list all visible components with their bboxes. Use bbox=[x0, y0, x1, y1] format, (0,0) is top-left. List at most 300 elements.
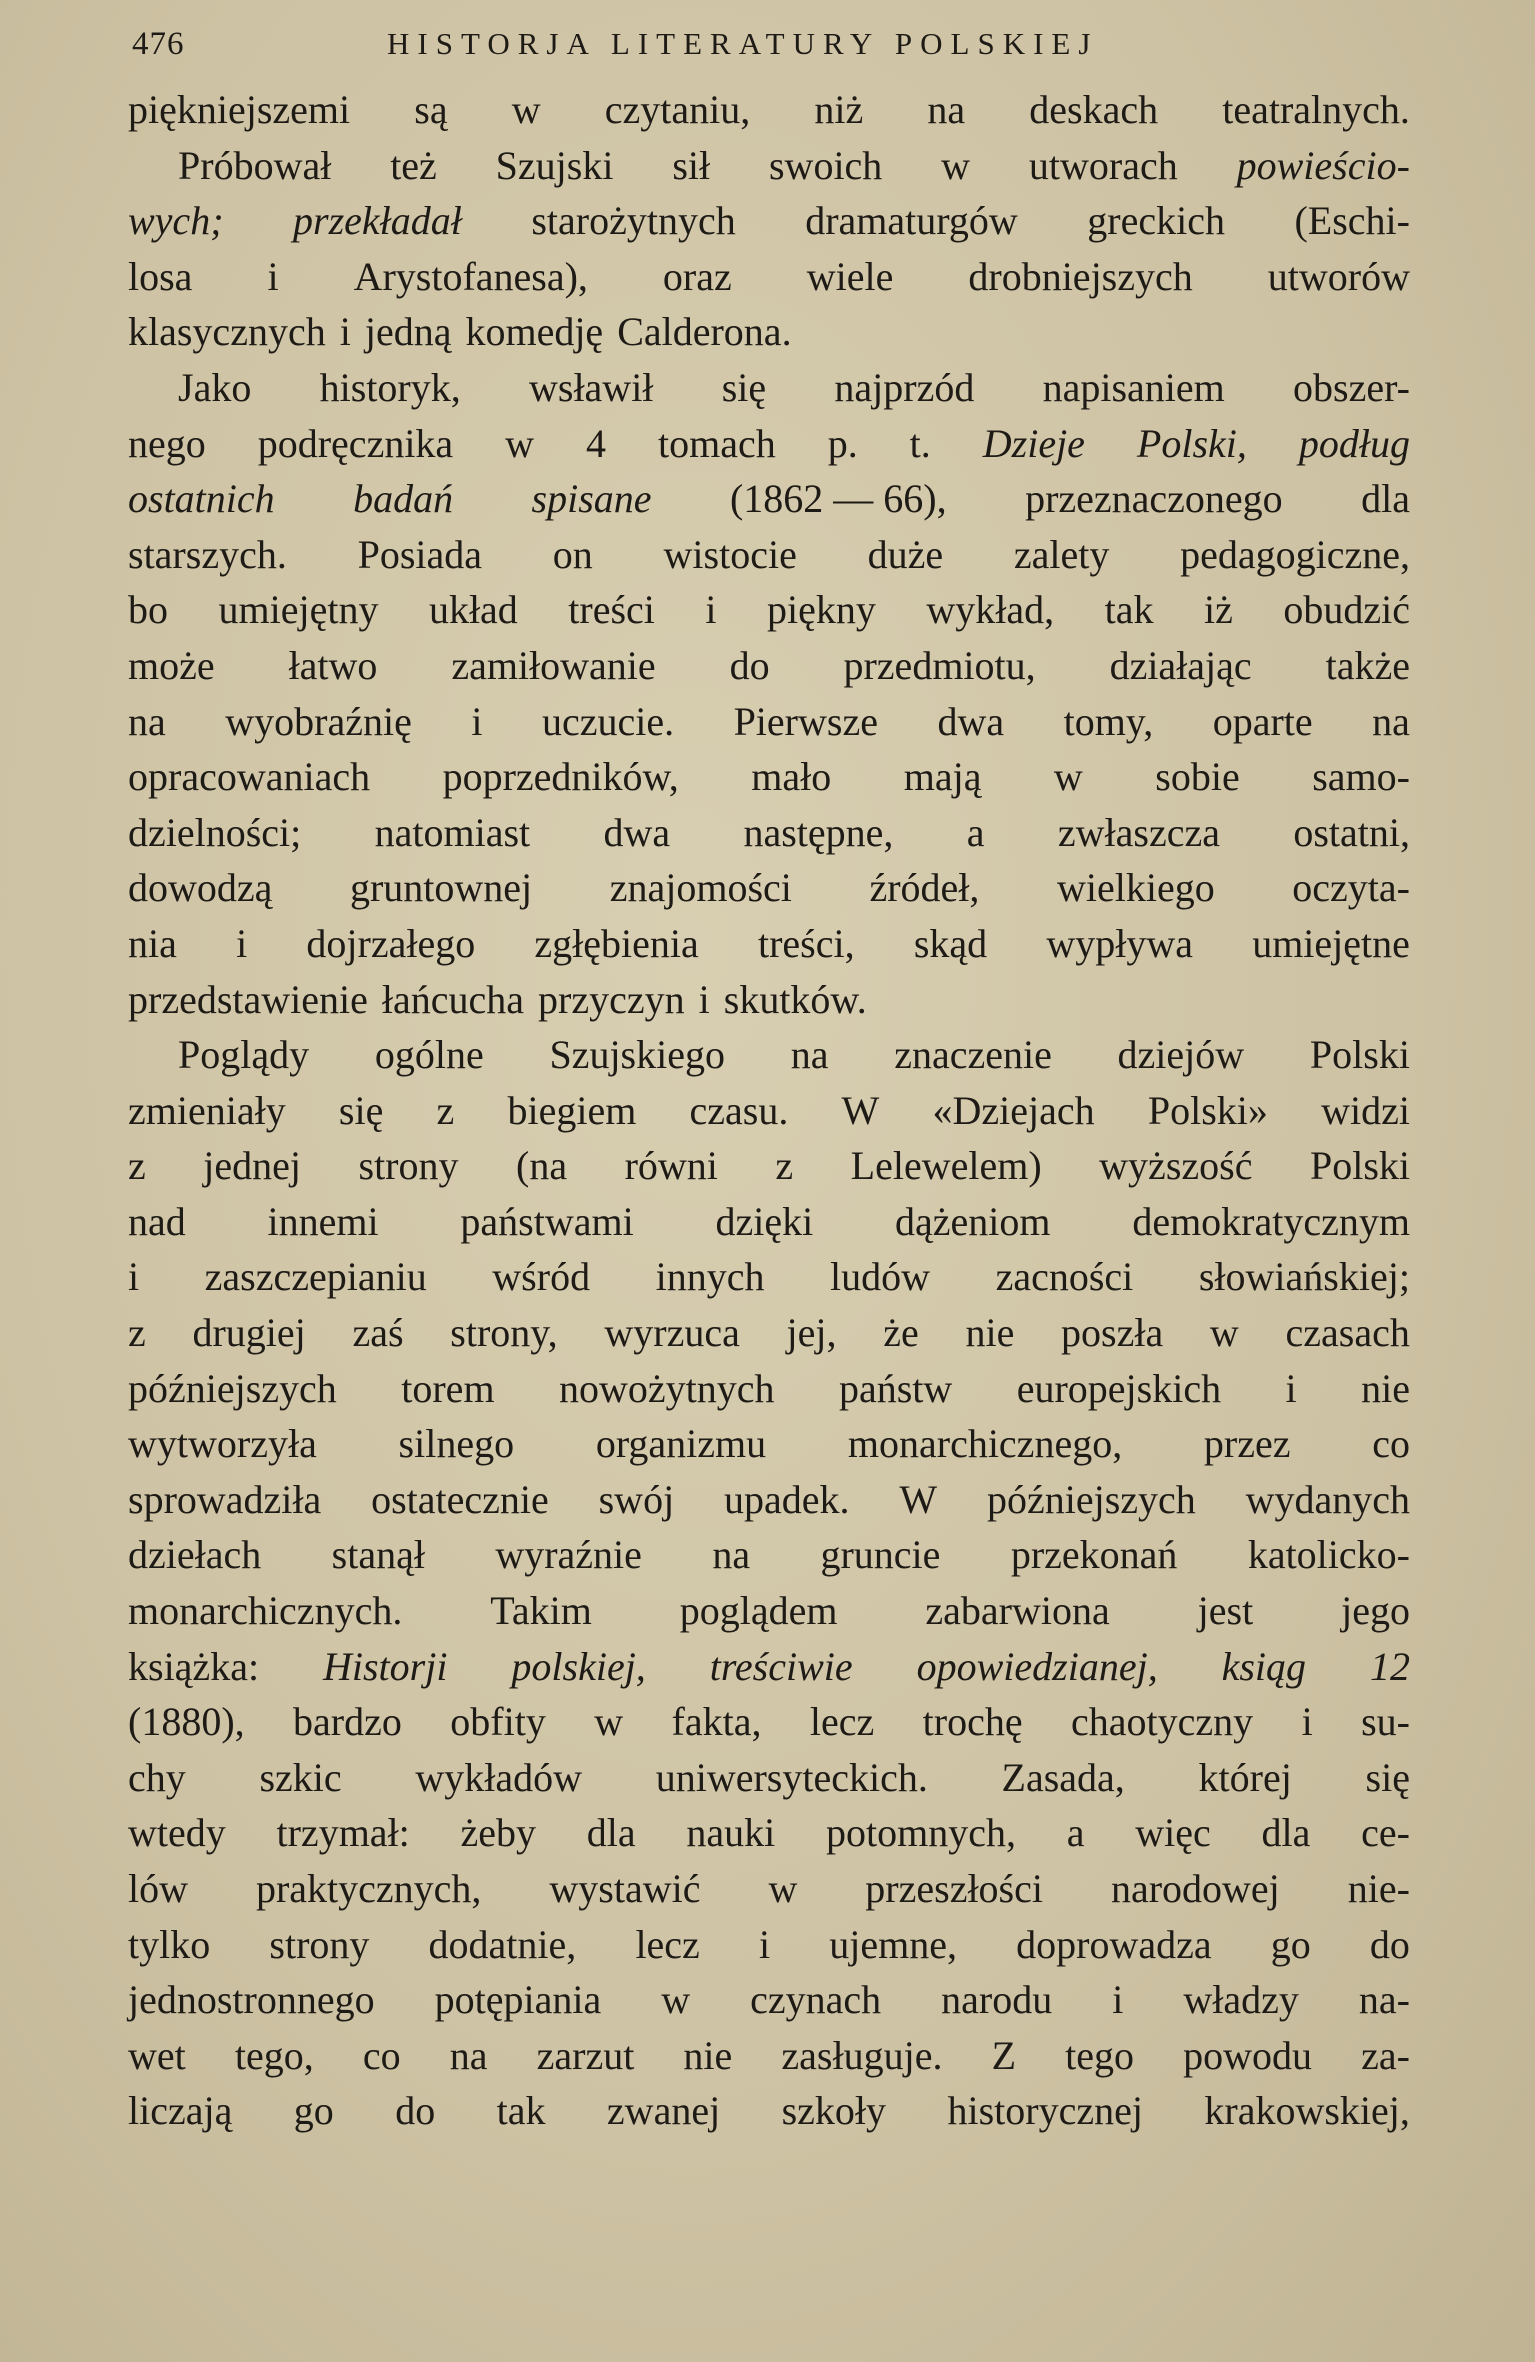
word: wydanych bbox=[1245, 1476, 1410, 1522]
word: późniejszych bbox=[986, 1476, 1196, 1522]
word: źródeł, bbox=[869, 865, 980, 911]
word: starszych. bbox=[128, 531, 287, 577]
word: słowiańskiej; bbox=[1198, 1254, 1410, 1300]
word: potomnych, bbox=[825, 1810, 1016, 1856]
word: w bbox=[941, 142, 971, 188]
word: w bbox=[1053, 754, 1083, 800]
body-text bbox=[128, 82, 1410, 2139]
text-line bbox=[128, 1472, 1410, 1528]
word: przez bbox=[1203, 1421, 1291, 1467]
word: w bbox=[505, 420, 535, 466]
word: i bbox=[128, 1254, 140, 1300]
text-line bbox=[128, 916, 1410, 972]
word: i bbox=[471, 698, 483, 744]
word: i bbox=[267, 253, 279, 299]
word: poglądem bbox=[679, 1588, 838, 1634]
word: oparte bbox=[1212, 698, 1313, 744]
running-title: HISTORJA LITERATURY POLSKIEJ bbox=[387, 26, 1099, 61]
word: nie bbox=[965, 1310, 1015, 1356]
word: powodu bbox=[1183, 2032, 1312, 2078]
word: stanął bbox=[331, 1532, 425, 1578]
word: historycznej bbox=[947, 2088, 1143, 2134]
word: natomiast bbox=[374, 809, 531, 855]
word: su- bbox=[1361, 1699, 1410, 1745]
word: napisaniem bbox=[1042, 364, 1225, 410]
word: innemi bbox=[267, 1198, 379, 1244]
word: a bbox=[966, 809, 985, 855]
word: wtedy bbox=[128, 1810, 226, 1856]
word: Próbował bbox=[178, 142, 332, 188]
word: historyk, bbox=[319, 364, 461, 410]
word: tego, bbox=[234, 2032, 314, 2078]
word: tylko bbox=[128, 1921, 211, 1967]
text-line bbox=[128, 1750, 1410, 1806]
word: zalety bbox=[1013, 531, 1110, 577]
word: nie bbox=[683, 2032, 733, 2078]
word: na bbox=[1372, 698, 1410, 744]
text-line bbox=[128, 193, 1410, 249]
word: co bbox=[1372, 1421, 1410, 1467]
word: nie bbox=[1361, 1365, 1410, 1411]
word: wet bbox=[128, 2032, 186, 2078]
word: zarzut bbox=[536, 2032, 635, 2078]
word: oczyta- bbox=[1292, 865, 1410, 911]
word: z bbox=[436, 1087, 455, 1133]
word: wyobraźnię bbox=[225, 698, 412, 744]
italic-word: ostatnich bbox=[128, 476, 275, 522]
word: łatwo bbox=[288, 642, 378, 688]
text-line bbox=[128, 582, 1410, 638]
italic-word: polskiej, bbox=[511, 1643, 646, 1689]
italic-word: opowiedzianej, bbox=[916, 1643, 1158, 1689]
word: europejskich bbox=[1016, 1365, 1222, 1411]
word: ujemne, bbox=[829, 1921, 957, 1967]
word: katolicko- bbox=[1247, 1532, 1410, 1578]
word: przekonań bbox=[1010, 1532, 1178, 1578]
word: na bbox=[927, 87, 966, 132]
italic-word: podług bbox=[1298, 420, 1410, 466]
italic-word: ksiąg bbox=[1221, 1643, 1307, 1689]
word: duże bbox=[867, 531, 944, 577]
text-line bbox=[128, 1083, 1410, 1139]
word: samo- bbox=[1312, 754, 1410, 800]
text-line bbox=[128, 2028, 1410, 2084]
italic-word: Polski, bbox=[1136, 420, 1247, 466]
word: iż bbox=[1203, 587, 1233, 633]
text-line bbox=[128, 138, 1410, 194]
word: ce- bbox=[1361, 1810, 1410, 1856]
word: trochę bbox=[922, 1699, 1023, 1745]
word: drobniejszych bbox=[968, 253, 1193, 299]
word: przeszłości bbox=[865, 1866, 1043, 1911]
word: szkoły bbox=[781, 2088, 887, 2134]
word: wyższość bbox=[1099, 1143, 1253, 1189]
word: jest bbox=[1197, 1588, 1254, 1634]
word: sił bbox=[672, 142, 711, 188]
word: z bbox=[128, 1310, 146, 1356]
word: Jako bbox=[178, 364, 252, 410]
word: bo bbox=[128, 587, 168, 633]
word: na bbox=[449, 2032, 488, 2078]
text-line bbox=[128, 805, 1410, 861]
word: z bbox=[775, 1143, 794, 1189]
word: wiele bbox=[806, 253, 894, 299]
word: dodatnie, bbox=[428, 1921, 577, 1967]
italic-word: Historji bbox=[322, 1643, 448, 1689]
word: narodowej bbox=[1110, 1866, 1280, 1911]
word: równi bbox=[624, 1143, 718, 1189]
word: liczają bbox=[128, 2088, 233, 2134]
text-line bbox=[128, 1972, 1410, 2028]
word: i bbox=[758, 1921, 771, 1967]
word: Polski bbox=[1309, 1143, 1410, 1189]
word: może bbox=[128, 642, 215, 688]
word: oraz bbox=[662, 253, 732, 299]
word: (1880), bbox=[128, 1699, 245, 1745]
word: krakowskiej, bbox=[1204, 2088, 1410, 2134]
word: gruntownej bbox=[349, 865, 533, 911]
word: czasu. bbox=[689, 1087, 789, 1133]
word: znajomości bbox=[609, 865, 792, 911]
text-line bbox=[128, 1805, 1410, 1861]
word: on bbox=[552, 531, 593, 577]
text-line bbox=[128, 694, 1410, 750]
word: zwanej bbox=[606, 2088, 721, 2134]
word: nie- bbox=[1347, 1866, 1410, 1911]
word: w bbox=[661, 1977, 691, 2023]
word: i bbox=[1285, 1365, 1297, 1411]
word: fakta, bbox=[671, 1699, 762, 1745]
word: deskach bbox=[1029, 87, 1159, 132]
word: jednej bbox=[203, 1143, 301, 1189]
word: starożytnych bbox=[531, 198, 736, 244]
word: piękniejszemi bbox=[128, 87, 351, 132]
word: lecz bbox=[635, 1921, 700, 1967]
word: Zasada, bbox=[1001, 1754, 1125, 1800]
text-line bbox=[128, 860, 1410, 916]
word: poprzedników, bbox=[442, 754, 679, 800]
word: a bbox=[1066, 1810, 1085, 1856]
text-line bbox=[128, 82, 1410, 138]
word: lecz bbox=[809, 1699, 875, 1745]
word: i bbox=[339, 309, 351, 355]
text-line bbox=[128, 1416, 1410, 1472]
word: umiejętny bbox=[218, 587, 379, 633]
text-line bbox=[128, 360, 1410, 416]
word: do bbox=[729, 642, 770, 688]
text-line bbox=[128, 2083, 1410, 2139]
word: łańcucha bbox=[381, 976, 525, 1022]
word: go bbox=[1270, 1921, 1311, 1967]
word: sobie bbox=[1155, 754, 1240, 800]
italic-word: wych; bbox=[128, 198, 224, 244]
word: późniejszych bbox=[128, 1365, 337, 1411]
word: (na bbox=[516, 1143, 568, 1189]
word: bardzo bbox=[293, 1699, 402, 1745]
word: opracowaniach bbox=[128, 754, 371, 800]
word: Lelewelem) bbox=[850, 1143, 1042, 1189]
word: i bbox=[1301, 1699, 1313, 1745]
word: klasycznych bbox=[128, 309, 326, 355]
word: zaszczepianiu bbox=[204, 1254, 427, 1300]
word: więc bbox=[1135, 1810, 1211, 1856]
word: wsławił bbox=[528, 364, 654, 410]
word: znaczenie bbox=[894, 1032, 1052, 1078]
text-line bbox=[128, 1027, 1410, 1083]
word: ostatecznie bbox=[371, 1476, 549, 1522]
word: dla bbox=[586, 1810, 636, 1856]
word: podręcznika bbox=[257, 420, 454, 466]
word: za- bbox=[1361, 2032, 1410, 2078]
word: zasługuje. bbox=[781, 2032, 943, 2078]
word: monarchicznych. bbox=[128, 1588, 403, 1634]
word: potępiania bbox=[434, 1977, 602, 2023]
word: swoich bbox=[768, 142, 883, 188]
word: poszła bbox=[1061, 1310, 1164, 1356]
text-line bbox=[128, 1583, 1410, 1639]
word: monarchicznego, bbox=[847, 1421, 1123, 1467]
word: państw bbox=[838, 1365, 953, 1411]
text-line bbox=[128, 1194, 1410, 1250]
word: czasach bbox=[1285, 1310, 1410, 1356]
word: utworach bbox=[1028, 142, 1178, 188]
word: wistocie bbox=[663, 531, 797, 577]
word: zmieniały bbox=[128, 1087, 286, 1133]
word: czytaniu, bbox=[604, 87, 751, 132]
word: Pierwsze bbox=[733, 698, 878, 744]
word: też bbox=[390, 142, 437, 188]
word: na bbox=[128, 698, 166, 744]
word: upadek. bbox=[724, 1476, 850, 1522]
text-line bbox=[128, 1917, 1410, 1973]
word: na- bbox=[1358, 1977, 1410, 2023]
word: nowożytnych bbox=[559, 1365, 775, 1411]
word: W bbox=[841, 1087, 880, 1133]
word: nauki bbox=[686, 1810, 776, 1856]
word: wielkiego bbox=[1056, 865, 1215, 911]
word: przedstawienie bbox=[128, 976, 368, 1022]
word: mają bbox=[903, 754, 982, 800]
word: «Dziejach bbox=[932, 1087, 1095, 1133]
word: dla bbox=[1361, 476, 1410, 522]
word: zabarwiona bbox=[925, 1588, 1110, 1634]
word: wykładów bbox=[415, 1754, 582, 1800]
word: wypływa bbox=[1046, 920, 1193, 966]
word: (1862 — 66), bbox=[729, 476, 947, 522]
word: W bbox=[899, 1476, 938, 1522]
word: strony, bbox=[450, 1310, 558, 1356]
word: skutków. bbox=[723, 976, 867, 1022]
word: narodu bbox=[941, 1977, 1053, 2023]
word: tak bbox=[1104, 587, 1154, 633]
word: teatralnych. bbox=[1222, 87, 1410, 132]
word: władzy bbox=[1183, 1977, 1299, 2023]
word: losa bbox=[128, 253, 193, 299]
word: obfity bbox=[450, 1699, 546, 1745]
word: Z bbox=[991, 2032, 1017, 2078]
word: ludów bbox=[830, 1254, 931, 1300]
word: układ bbox=[428, 587, 518, 633]
word: czynach bbox=[750, 1977, 882, 2023]
text-line bbox=[128, 1249, 1410, 1305]
word: Posiada bbox=[357, 531, 483, 577]
word: Arystofanesa), bbox=[353, 253, 588, 299]
word: dążeniom bbox=[895, 1198, 1051, 1244]
word: silnego bbox=[398, 1421, 515, 1467]
word: książka: bbox=[128, 1643, 260, 1689]
italic-word: przekładał bbox=[293, 198, 462, 244]
word: państwami bbox=[460, 1198, 634, 1244]
word: lów bbox=[128, 1866, 188, 1911]
word: biegiem bbox=[507, 1087, 637, 1133]
italic-word: badań bbox=[353, 476, 454, 522]
word: do bbox=[395, 2088, 436, 2134]
word: i bbox=[705, 587, 717, 633]
word: treści bbox=[568, 587, 655, 633]
word: jej, bbox=[786, 1310, 837, 1356]
word: nad bbox=[128, 1198, 186, 1244]
word: Calderona. bbox=[617, 309, 792, 355]
word: w bbox=[1209, 1310, 1239, 1356]
word: że bbox=[883, 1310, 919, 1356]
word: są bbox=[414, 87, 448, 132]
word: z bbox=[128, 1143, 146, 1189]
word: skąd bbox=[913, 920, 988, 966]
word: w bbox=[768, 1866, 798, 1911]
word: tak bbox=[496, 2088, 546, 2134]
italic-word: spisane bbox=[531, 476, 652, 522]
text-line bbox=[128, 638, 1410, 694]
word: ostatni, bbox=[1293, 809, 1410, 855]
word: przeznaczonego bbox=[1025, 476, 1283, 522]
text-line bbox=[128, 1138, 1410, 1194]
word: najprzód bbox=[834, 364, 975, 410]
word: jednostronnego bbox=[128, 1977, 375, 2023]
word: dowodzą bbox=[128, 865, 273, 911]
word: w bbox=[594, 1699, 624, 1745]
word: się bbox=[338, 1087, 384, 1133]
word: zamiłowanie bbox=[451, 642, 656, 688]
word: niż bbox=[814, 87, 864, 132]
word: zaś bbox=[352, 1310, 404, 1356]
text-line bbox=[128, 749, 1410, 805]
word: komedję bbox=[465, 309, 604, 355]
word: i bbox=[698, 976, 710, 1022]
word: sprowadziła bbox=[128, 1476, 322, 1522]
word: p. bbox=[827, 420, 858, 466]
word: do bbox=[1369, 1921, 1410, 1967]
word: dwa bbox=[937, 698, 1005, 744]
word: chaotyczny bbox=[1071, 1699, 1254, 1745]
page-number: 476 bbox=[132, 26, 185, 62]
word: jedną bbox=[364, 309, 452, 355]
word: się bbox=[721, 364, 767, 410]
word: gruncie bbox=[820, 1532, 941, 1578]
word: wyraźnie bbox=[495, 1532, 642, 1578]
word: następne, bbox=[743, 809, 894, 855]
text-line bbox=[128, 1639, 1410, 1695]
word: wytworzyła bbox=[128, 1421, 317, 1467]
word: torem bbox=[401, 1365, 495, 1411]
word: której bbox=[1198, 1754, 1292, 1800]
italic-word: powieścio- bbox=[1236, 142, 1410, 188]
word: wystawić bbox=[549, 1866, 701, 1911]
word: Polski» bbox=[1147, 1087, 1268, 1133]
word: uczucie. bbox=[541, 698, 675, 744]
text-line bbox=[128, 249, 1410, 305]
word: dzięki bbox=[715, 1198, 814, 1244]
word: utworów bbox=[1267, 253, 1410, 299]
word: co bbox=[362, 2032, 401, 2078]
italic-word: Dzieje bbox=[982, 420, 1085, 466]
word: nego bbox=[128, 420, 206, 466]
word: i bbox=[236, 920, 248, 966]
italic-word: 12 bbox=[1369, 1643, 1410, 1689]
word: Takim bbox=[490, 1588, 592, 1634]
word: szkic bbox=[259, 1754, 342, 1800]
word: Poglądy bbox=[178, 1032, 310, 1078]
page-header bbox=[132, 18, 1432, 68]
italic-word: treściwie bbox=[709, 1643, 853, 1689]
word: zgłębienia bbox=[534, 920, 699, 966]
word: treści, bbox=[757, 920, 855, 966]
text-line bbox=[128, 972, 1410, 1028]
word: strony bbox=[358, 1143, 459, 1189]
word: Szujski bbox=[495, 142, 614, 188]
word: na bbox=[790, 1032, 829, 1078]
word: dwa bbox=[603, 809, 671, 855]
word: dziełach bbox=[128, 1532, 262, 1578]
word: obszer- bbox=[1293, 364, 1410, 410]
word: piękny bbox=[767, 587, 876, 633]
word: wykład, bbox=[926, 587, 1055, 633]
word: mało bbox=[751, 754, 832, 800]
word: na bbox=[712, 1532, 751, 1578]
word: tomach bbox=[657, 420, 776, 466]
text-line bbox=[128, 1305, 1410, 1361]
word: innych bbox=[655, 1254, 765, 1300]
word: wyrzuca bbox=[604, 1310, 740, 1356]
word: go bbox=[293, 2088, 334, 2134]
word: strony bbox=[269, 1921, 370, 1967]
word: uniwersyteckich. bbox=[655, 1754, 928, 1800]
word: organizmu bbox=[595, 1421, 767, 1467]
text-line bbox=[128, 304, 1410, 360]
word: umiejętne bbox=[1252, 920, 1410, 966]
word: działając bbox=[1109, 642, 1252, 688]
text-line bbox=[128, 527, 1410, 583]
word: chy bbox=[128, 1754, 186, 1800]
word: obudzić bbox=[1283, 587, 1410, 633]
word: Szujskiego bbox=[549, 1032, 725, 1078]
word: doprowadza bbox=[1016, 1921, 1212, 1967]
word: dramaturgów bbox=[805, 198, 1018, 244]
word: praktycznych, bbox=[255, 1866, 482, 1911]
word: jego bbox=[1341, 1588, 1410, 1634]
word: także bbox=[1325, 642, 1410, 688]
word: zacności bbox=[995, 1254, 1134, 1300]
word: tego bbox=[1065, 2032, 1134, 2078]
word: widzi bbox=[1321, 1087, 1410, 1133]
text-line bbox=[128, 1527, 1410, 1583]
word: w bbox=[511, 87, 541, 132]
word: greckich bbox=[1087, 198, 1225, 244]
word: dzielności; bbox=[128, 809, 302, 855]
word: i bbox=[1112, 1977, 1124, 2023]
text-line bbox=[128, 471, 1410, 527]
word: nia bbox=[128, 920, 177, 966]
text-line bbox=[128, 1361, 1410, 1417]
